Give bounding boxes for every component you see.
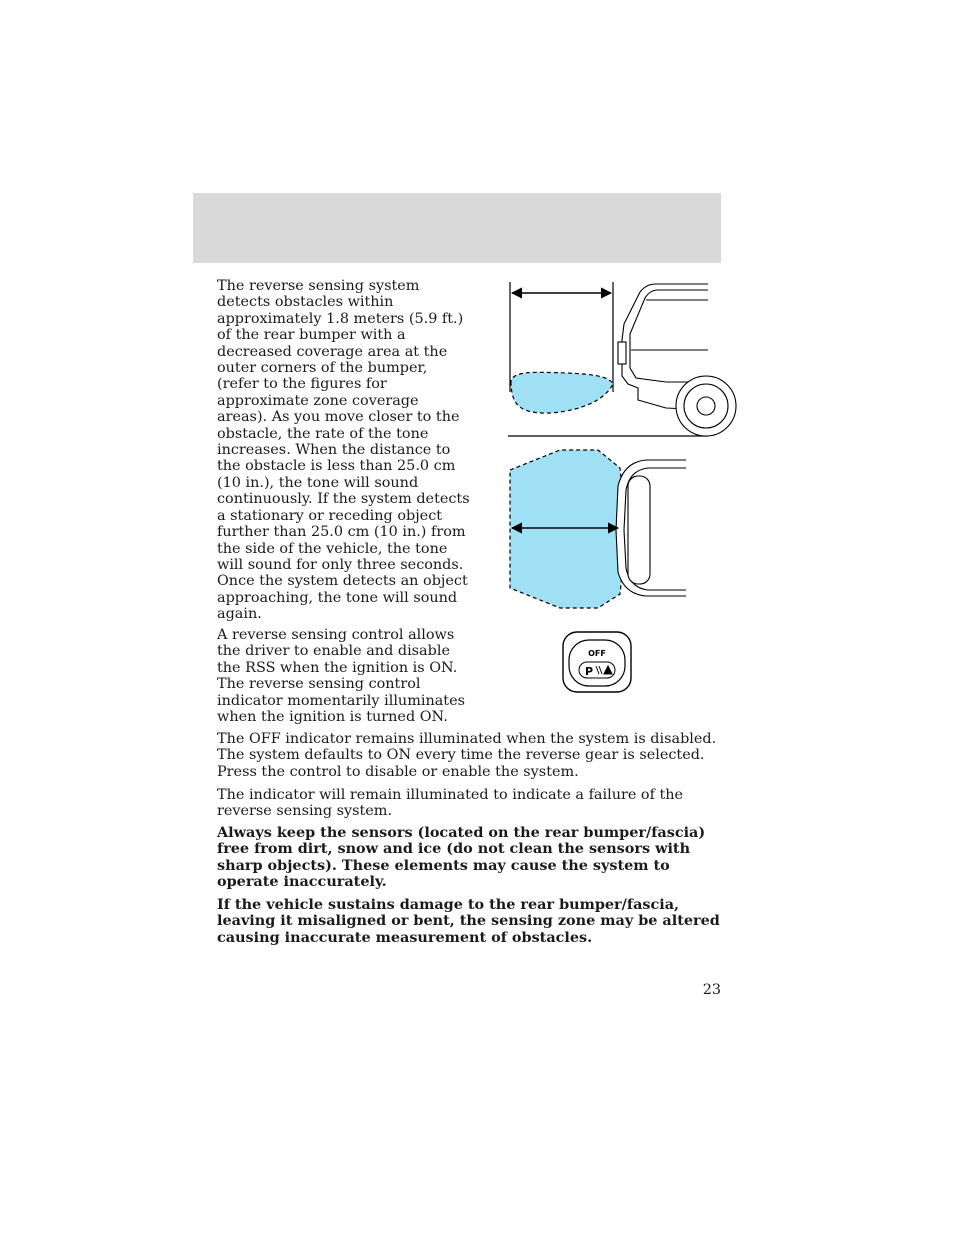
warning-keep-sensors-clean: Always keep the sensors (located on the rear bumper/fascia) free from dirt, snow and ice (do not clean the sensors with sharp objects). These elements may cause the system to operate inaccurately. bbox=[217, 824, 706, 891]
vehicle-rear-top bbox=[616, 460, 686, 596]
off-indicator-label: OFF bbox=[588, 649, 606, 658]
sensing-zone-side bbox=[511, 372, 613, 413]
page-number: 23 bbox=[702, 982, 721, 998]
paragraph-failure-indicator: The indicator will remain illuminated to indicate a failure of the reverse sensing system. bbox=[217, 787, 684, 820]
reverse-sensing-control-button[interactable] bbox=[561, 630, 633, 694]
park-assist-symbol-label: P bbox=[584, 665, 594, 678]
section-header-band bbox=[193, 193, 721, 263]
paragraph-off-indicator: The OFF indicator remains illuminated when the system is disabled. The system defaults to ON every time the reverse gear is selected. Press the control to disable or enable the system. bbox=[217, 731, 717, 780]
vehicle-rear-side bbox=[618, 284, 736, 436]
rear-side-view-illustration bbox=[506, 280, 710, 440]
paragraph-control: A reverse sensing control allows the driver to enable and disable the RSS when the ignition is ON. The reverse sensing control indicator momentarily illuminates when the ignition is turned ON. bbox=[217, 627, 465, 726]
paragraph-detection-range: The reverse sensing system detects obstacles within approximately 1.8 meters (5.9 ft.) of the rear bumper with a decreased coverage area at the outer corners of the bumper, (refer to the figures for approximate zone coverage areas). As you move closer to the obstacle, the rate of the tone increases. When the distance to the obstacle is less than 25.0 cm (10 in.), the tone will sound continuously. If the system detects a stationary or receding object further than 25.0 cm (10 in.) from the side of the vehicle, the tone will sound for only three seconds. Once the system detects an object approaching, the tone will sound again. bbox=[217, 278, 470, 623]
sensing-zone-top bbox=[510, 450, 624, 608]
warning-bumper-damage: If the vehicle sustains damage to the rear bumper/fascia, leaving it misaligned or bent, the sensing zone may be altered causing inaccurate measurement of obstacles. bbox=[217, 896, 720, 946]
rear-top-view-illustration bbox=[506, 446, 690, 614]
